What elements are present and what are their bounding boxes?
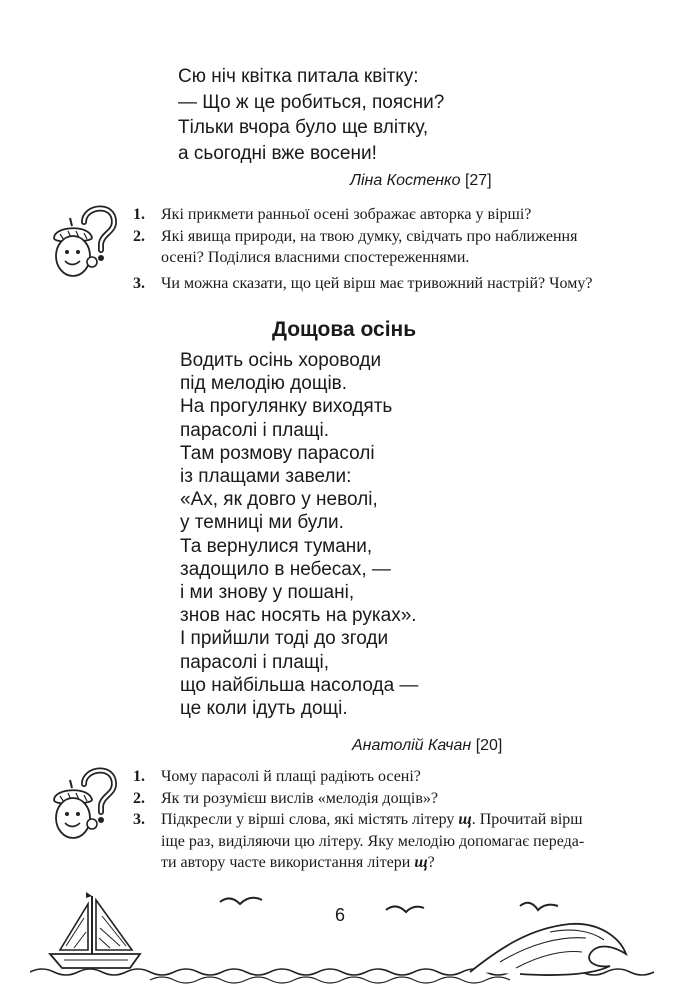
poem-line: Водить осінь хороводи: [180, 350, 382, 371]
question-text-line-3: [161, 852, 655, 874]
question-text: Які явища природи, на твою думку, свідчать про наближення: [161, 227, 578, 245]
question-item: [133, 809, 655, 874]
question-number: 3.: [133, 811, 145, 828]
poem-line: під мелодію дощів.: [180, 373, 348, 395]
poem-line: І прийшли тоді до згоди: [180, 628, 389, 650]
poem-line: — Що ж це робиться, поясни?: [178, 91, 445, 113]
poem-line: із плащами завели:: [180, 466, 352, 488]
question-text-line-2: іще раз, виділяючи цю літеру. Яку мелодію допомагає переда-: [161, 832, 585, 850]
questions-1: [133, 204, 655, 294]
poem-line: у темниці ми були.: [180, 512, 344, 534]
question-text-continued: осені? Поділися власними спостереженнями.: [161, 249, 470, 266]
letter-shcha: щ: [458, 811, 472, 828]
author-ref: [27]: [464, 172, 492, 189]
question-text-line-1: [161, 809, 655, 831]
question-text: Чому парасолі й плащі радіють осені?: [161, 768, 421, 785]
question-text-part: . Прочитай вірш: [471, 811, 583, 828]
question-number: 2.: [133, 789, 145, 807]
poem-line: це коли ідуть дощі.: [180, 698, 348, 720]
question-number: 3.: [133, 274, 145, 292]
question-number: 2.: [133, 227, 145, 245]
poem-line: парасолі і плащі.: [180, 419, 330, 441]
poem-line: і ми знову у пошані,: [180, 582, 355, 604]
sailboat-icon: [50, 892, 140, 968]
acorn-question-icon: [48, 762, 126, 844]
page-number: 6: [335, 905, 346, 925]
question-number: 1.: [133, 206, 145, 223]
acorn-question-icon: [48, 200, 126, 282]
question-item: [133, 273, 655, 295]
question-item: [133, 226, 655, 269]
question-item: [133, 788, 655, 810]
question-item: [133, 766, 655, 788]
author-name: Ліна Костенко: [350, 172, 461, 189]
bird-icon: [520, 903, 558, 910]
poem-line: «Ах, як довго у неволі,: [180, 489, 378, 511]
poem-line: Тільки вчора було ще влітку,: [178, 117, 429, 139]
question-text-part: Підкресли у вірші слова, які містять літеру: [161, 811, 459, 828]
author-ref: [20]: [475, 737, 503, 754]
poem-2-author: [352, 737, 502, 755]
sailboat-waves-decoration: [30, 888, 660, 988]
poem-line: знов нас носять на руках».: [180, 605, 417, 627]
poem-1: [178, 64, 444, 166]
letter-shcha: щ: [414, 854, 428, 871]
author-name: Анатолій Качан: [352, 737, 472, 754]
poem-line: задощило в небесах, —: [180, 558, 391, 580]
question-text-part: ?: [427, 854, 435, 871]
wave-icon: [470, 924, 626, 975]
poem-line: Та вернулися тумани,: [180, 535, 373, 557]
poem-line: що найбільша насолода —: [180, 674, 419, 696]
question-text-part: ти автору часте використання літери: [161, 854, 415, 871]
question-text: Які прикмети ранньої осені зображає авторка у вірші?: [161, 206, 532, 223]
poem-line: Там розмову парасолі: [180, 442, 375, 464]
poem-line: парасолі і плащі,: [180, 651, 330, 673]
poem-line: Сю ніч квітка питала квітку:: [178, 66, 419, 87]
poem-1-author: [350, 172, 492, 190]
bird-icon: [386, 906, 424, 912]
poem-line: На прогулянку виходять: [180, 396, 393, 418]
question-item: [133, 204, 655, 226]
questions-2: [133, 766, 655, 874]
bird-icon: [220, 898, 262, 904]
question-text: Чи можна сказати, що цей вірш має тривожний настрій? Чому?: [161, 274, 593, 292]
poem-line: а сьогодні вже восени!: [178, 142, 377, 164]
poem-2: [180, 349, 418, 720]
question-text: Як ти розумієш вислів «мелодія дощів»?: [161, 789, 438, 807]
question-number: 1.: [133, 768, 145, 785]
poem-2-title: Дощова осінь: [272, 318, 417, 341]
